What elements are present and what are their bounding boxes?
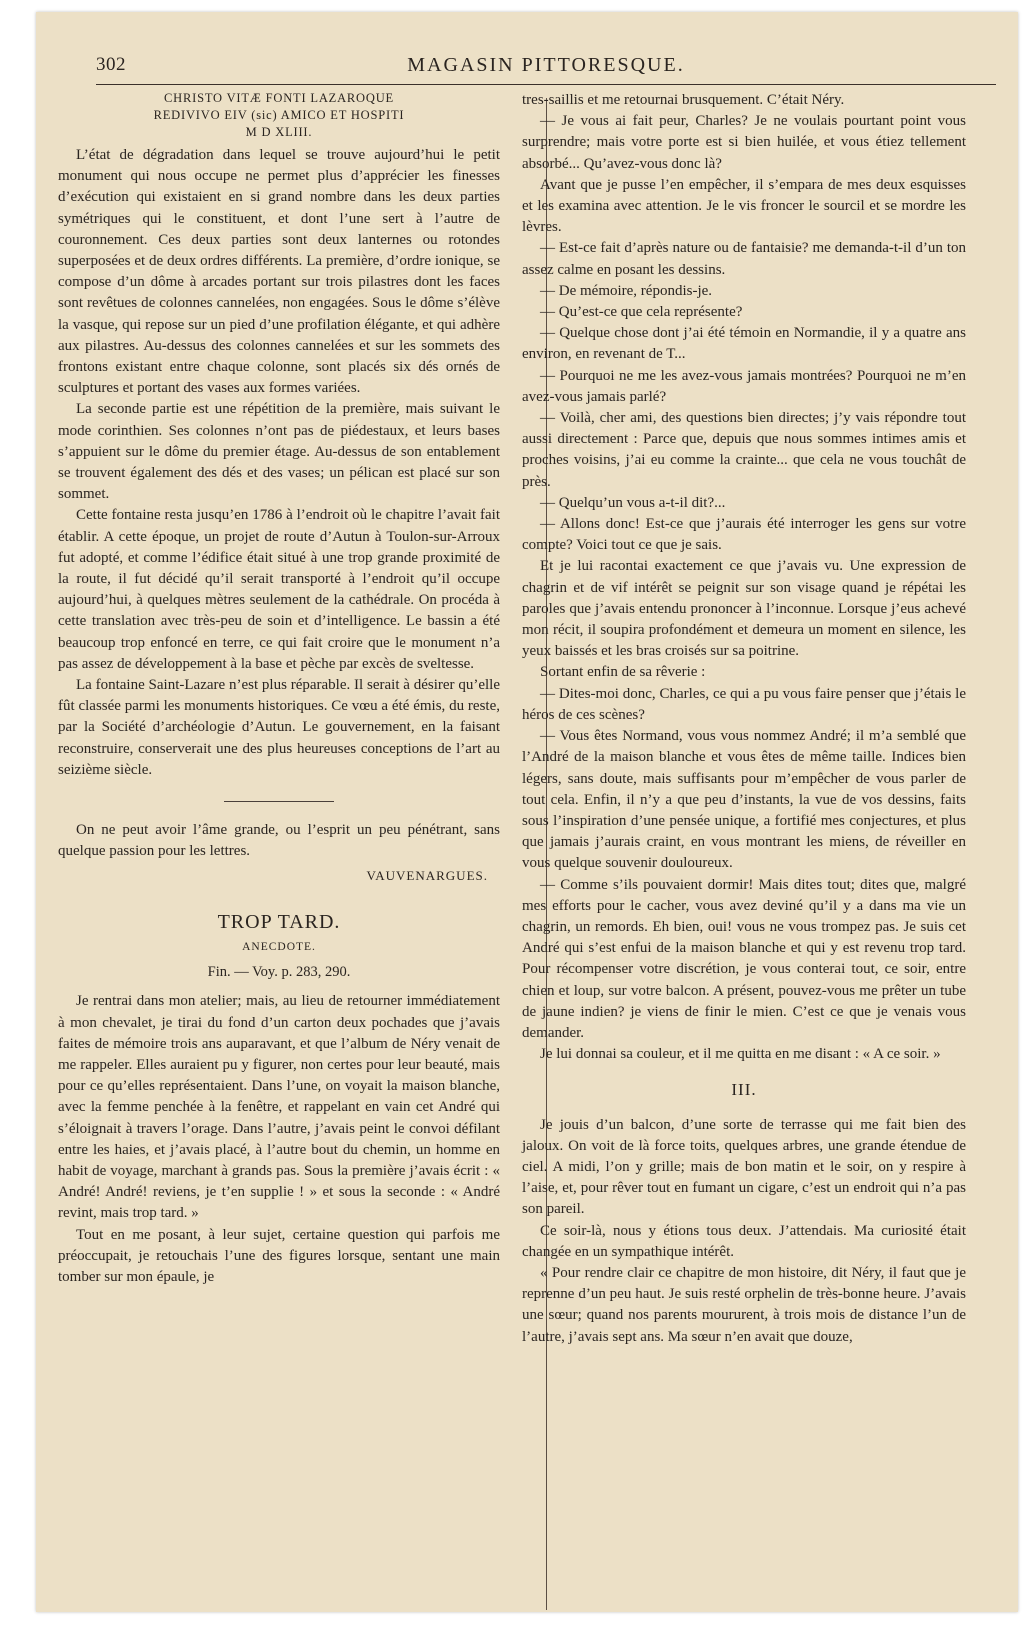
story-paragraph: Avant que je pusse l’en empêcher, il s’empara de mes deux esquisses et les examina avec attention. Je le vis froncer le sourcil et se mordre les lèvres. xyxy=(522,176,966,236)
article-paragraph: La fontaine Saint-Lazare n’est plus réparable. Il serait à désirer qu’elle fût classée parmi les monuments historiques. Ce vœu a été émis, du reste, par la Société d’archéologie d’Autun. Le gouvernement, en la faisant reconstruire, conserverait une des plus heureuses conceptions de l’art au seizième siècle. xyxy=(58,677,500,778)
story-paragraph: — Quelque chose dont j’ai été témoin en Normandie, il y a quatre ans environ, en revenant de T... xyxy=(522,325,966,363)
story-paragraph: — Dites-moi donc, Charles, ce qui a pu vous faire penser que j’étais le héros de ces scènes? xyxy=(522,685,966,723)
article-paragraph: L’état de dégradation dans lequel se trouve aujourd’hui le petit monument qui nous occupe ne permet plus d’apprécier les finesses d’exécution qui existaient en si grand nombre dans les deux parties symétriques qui le constituent, et dont l’une sert à l’autre de couronnement. Ces deux parties sont deux lanternes ou rotondes superposées et de deux ordres différents. La première, d’ordre ionique, se compose d’un dôme à arcades portant sur trois pilastres dont les faces sont revêtues de colonnes cannelées, non engagées. Sous le dôme s’élève la vasque, qui repose sur un pied d’une profilation élégante, et qui adhère aux pilastres. Au-dessus des colonnes cannelées et sur les sommets des frontons existant entre chaque colonne, sont placés six dés ornés de sculptures et portant des vases aux formes variées. xyxy=(58,147,500,397)
article-paragraph: Cette fontaine resta jusqu’en 1786 à l’endroit où le chapitre l’avait fait établir. A cette époque, un projet de route d’Autun à Toulon-sur-Arroux fut adopté, et comme l’édifice était situé à une trop grande proximité de la route, il fut décidé qu’il serait transporté à l’endroit qu’il occupe aujourd’hui, à quelques mètres seulement de la cathédrale. On procéda à cette translation avec très-peu de soin et d’intelligence. Le bassin a été beaucoup trop enfoncé en terre, ce qui fait croire que le monument n’a pas assez de développement à la base et pèche par excès de sveltesse. xyxy=(58,507,500,672)
article-paragraph: La seconde partie est une répétition de la première, mais suivant le mode corinthien. Ses colonnes n’ont pas de piédestaux, et leurs bases s’appuient sur le dôme du premier étage. Au-dessus de son entablement se trouvent également des dés et des vases; un pélican est placé sur son sommet. xyxy=(58,401,500,503)
page-number: 302 xyxy=(96,54,126,75)
inscription xyxy=(58,90,500,141)
story-continuation: tres-saillis et me retournai brusquement. C’était Néry. xyxy=(522,92,845,108)
section-number: III. xyxy=(731,1080,757,1100)
story-paragraph: Et je lui racontai exactement ce que j’avais vu. Une expression de chagrin et de vif intérêt se peignit sur son visage quand je répétai les paroles que j’avais entendu prononcer à l’inconnue. Lorsque j’eus achevé mon récit, il soupira profondément et demeura un moment en silence, les yeux baissés et les bras croisés sur sa poitrine. xyxy=(522,558,966,660)
story-paragraph: — Voilà, cher ami, des questions bien directes; j’y vais répondre tout aussi directement : Parce que, depuis que nous sommes intimes amis et proches voisins, j’ai eu comme la crainte... que cela ne vous touchât de près. xyxy=(522,410,966,490)
story-paragraph: — Vous êtes Normand, vous vous nommez André; il m’a semblé que l’André de la maison blanche et vous êtes de même taille. Indices bien légers, sans doute, mais suffisants pour m’empêcher de vous parler de tout cela. Enfin, il n’y a que peu d’instants, la vue de vos dessins, faits sous l’inspiration d’une pensée unique, a fortifié mes conjectures, et plus que jamais j’aurais craint, en vous montrant les miens, de réveiller en vous quelque souvenir douloureux. xyxy=(522,728,966,872)
story-paragraph: — Quelqu’un vous a-t-il dit?... xyxy=(540,494,726,511)
story-paragraph: — Est-ce fait d’après nature ou de fantaisie? me demanda-t-il d’un ton assez calme en posant les dessins. xyxy=(522,240,966,278)
quote-text: On ne peut avoir l’âme grande, ou l’esprit un peu pénétrant, sans quelque passion pour les lettres. xyxy=(58,822,500,860)
inscription-line: REDIVIVO EIV (sic) AMICO ET HOSPITI xyxy=(153,108,405,122)
story-paragraph: Je rentrai dans mon atelier; mais, au lieu de retourner immédiatement à mon chevalet, je tirai du fond d’un carton deux pochades que j’avais faites de mémoire trois ans auparavant, et que l’album de Néry venait de me rappeler. Elles auraient pu y figurer, non certes pour leur beauté, mais pour ce qu’elles représentaient. Dans l’une, on voyait la maison blanche, avec la femme penchée à la fenêtre, et rappelant en vain cet André qui s’éloignait à travers l’orage. Dans l’autre, j’avais peint le convoi défilant entre les haies, et j’avais placé, à l’autre bout du chemin, un homme en habit de voyage, marchant à grands pas. Sous la première j’avais écrit : « André! André! reviens, je t’en supplie ! » et sous la seconde : « André revint, mais trop tard. » xyxy=(58,993,500,1222)
story-paragraph: Tout en me posant, à leur sujet, certaine question qui parfois me préoccupait, je retouchais l’une des figures lorsque, sentant une main tomber sur mon épaule, je xyxy=(58,1226,500,1285)
story-paragraph: Je lui donnai sa couleur, et il me quitta en me disant : « A ce soir. » xyxy=(540,1046,941,1063)
inscription-line: M D XLIII. xyxy=(245,125,313,139)
story-reference: Fin. — Voy. p. 283, 290. xyxy=(207,964,351,981)
story-paragraph: « Pour rendre clair ce chapitre de mon histoire, dit Néry, il faut que je reprenne d’un peu haut. Je suis resté orphelin de très-bonne heure. J’avais une sœur; quand nos parents moururent, à trois mois de distance l’un de l’autre, j’avais sept ans. Ma sœur n’en avait que douze, xyxy=(522,1264,966,1345)
story-paragraph: — De mémoire, répondis-je. xyxy=(540,282,713,299)
story-paragraph: Je jouis d’un balcon, d’une sorte de terrasse qui me fait bien des jaloux. On voit de là force toits, quelques arbres, une grande étendue de ciel. A midi, l’on y grille; mais de bon matin et le soir, on y respire à l’aise, et, pour rêver tout en fumant un cigare, c’est un endroit qui n’a pas son pareil. xyxy=(522,1116,966,1218)
story-paragraph: — Pourquoi ne me les avez-vous jamais montrées? Pourquoi ne m’en avez-vous jamais parlé? xyxy=(522,367,966,405)
story-paragraph: — Qu’est-ce que cela représente? xyxy=(540,304,743,321)
story-paragraph: Ce soir-là, nous y étions tous deux. J’attendais. Ma curiosité était changée en un sympathique intérêt. xyxy=(522,1222,966,1260)
story-paragraph: — Je vous ai fait peur, Charles? Je ne voulais pourtant point vous surprendre; mais votre porte est si bien huilée, et vous étiez tellement absorbé... Qu’avez-vous donc là? xyxy=(522,113,966,172)
journal-title: MAGASIN PITTORESQUE. xyxy=(407,54,685,76)
story-subtitle: ANECDOTE. xyxy=(242,940,316,953)
separator-rule xyxy=(224,801,334,802)
story-paragraph: — Allons donc! Est-ce que j’aurais été interroger les gens sur votre compte? Voici tout ce que je sais. xyxy=(522,516,966,554)
inscription-line: CHRISTO VITÆ FONTI LAZAROQUE xyxy=(164,91,394,105)
right-column xyxy=(522,90,966,1348)
story-title: TROP TARD. xyxy=(217,910,341,933)
story-paragraph: — Comme s’ils pouvaient dormir! Mais dites tout; dites que, malgré mes efforts pour le cacher, vous avez deviné qu’il y a dans ma vie un chagrin, un remords. Eh bien, oui! vous ne vous trompez pas. Je suis cet André qui s’est enfui de la maison blanche et qui y est revenu trop tard. Pour récompenser votre discrétion, je vous conterai tout, ce soir, entre chien et loup, sur votre balcon. A présent, pouvez-vous me prêter un tube de jaune indien? je viens de finir le mien. C’est ce que je venais vous demander. xyxy=(522,876,966,1041)
left-column xyxy=(58,90,500,1288)
page-header xyxy=(96,52,996,85)
quote-author: VAUVENARGUES. xyxy=(366,867,488,883)
story-paragraph: Sortant enfin de sa rêverie : xyxy=(540,664,706,681)
